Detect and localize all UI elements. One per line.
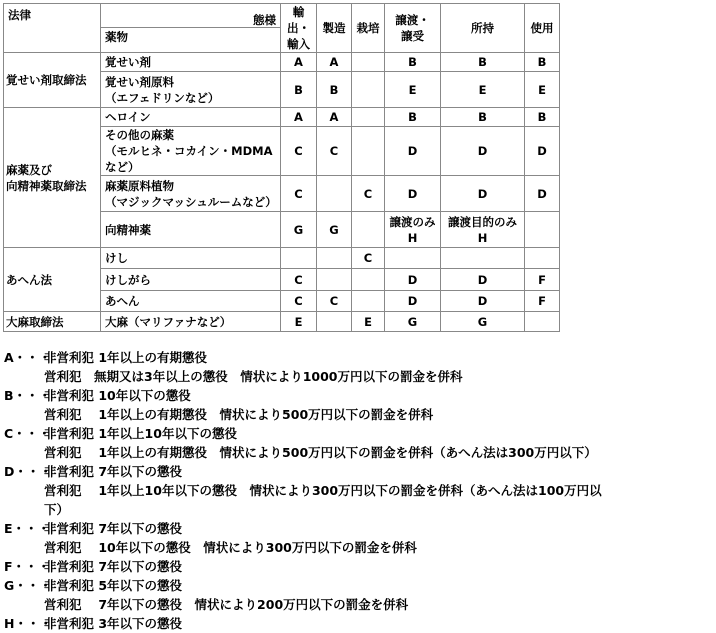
drug-name: その他の麻薬 （モルヒネ・コカイン・MDMAなど） — [101, 127, 281, 176]
penalty-cell: B — [441, 53, 525, 72]
drug-name: 覚せい剤原料 （エフェドリンなど） — [101, 72, 281, 108]
penalty-cell: G — [441, 312, 525, 332]
penalty-legend — [4, 348, 712, 633]
legend-code: E・・・ — [4, 521, 51, 536]
legend-line — [4, 405, 712, 424]
penalty-cell: C — [317, 127, 352, 176]
penalty-cell — [352, 108, 385, 127]
penalty-cell: C — [281, 176, 317, 212]
legend-text: 非営利犯 1年以上の有期懲役 — [44, 350, 208, 365]
legend-text: 非営利犯 5年以下の懲役 — [44, 578, 183, 593]
penalty-cell: D — [385, 269, 441, 291]
legend-line — [4, 443, 712, 462]
penalty-cell: C — [352, 248, 385, 269]
table-row — [4, 312, 560, 332]
penalty-cell: D — [441, 269, 525, 291]
header-law: 法律 — [4, 4, 101, 53]
drug-name: あへん — [101, 291, 281, 312]
legend-line — [4, 424, 712, 443]
penalty-cell — [352, 212, 385, 248]
penalty-cell — [385, 248, 441, 269]
legend-code: B・・・ — [4, 388, 52, 403]
drug-name: けし — [101, 248, 281, 269]
legend-line — [4, 576, 712, 595]
legend-text: 非営利犯 7年以下の懲役 — [44, 521, 183, 536]
legend-text: 非営利犯 3年以下の懲役 — [44, 616, 183, 631]
penalty-cell — [317, 176, 352, 212]
legend-code: H・・・ — [4, 616, 52, 631]
penalty-cell: F — [525, 291, 560, 312]
penalty-cell — [352, 127, 385, 176]
legend-code: G・・・ — [4, 578, 52, 593]
penalty-cell: A — [317, 53, 352, 72]
penalty-cell: C — [317, 291, 352, 312]
legend-text: 非営利犯 10年以下の懲役 — [44, 388, 191, 403]
drug-name: 向精神薬 — [101, 212, 281, 248]
drug-name: 麻薬原料植物 （マジックマッシュルームなど） — [101, 176, 281, 212]
legend-line — [4, 481, 712, 500]
header-col: 輸出・ 輸入 — [281, 4, 317, 53]
legend-line — [4, 519, 712, 538]
penalty-cell — [317, 248, 352, 269]
penalty-cell — [525, 248, 560, 269]
legend-code: F・・・ — [4, 559, 51, 574]
legend-line — [4, 462, 712, 481]
penalty-cell: C — [281, 269, 317, 291]
header-row — [4, 4, 560, 53]
legend-line — [4, 538, 712, 557]
penalty-cell: E — [385, 72, 441, 108]
header-drug: 薬物 — [105, 29, 128, 44]
header-aspect: 態様 — [101, 11, 280, 28]
legend-line — [4, 557, 712, 576]
legend-line — [4, 614, 712, 633]
drug-name: 覚せい剤 — [101, 53, 281, 72]
table-row — [4, 248, 560, 269]
penalty-cell: A — [317, 108, 352, 127]
penalty-cell — [525, 312, 560, 332]
law-name: 大麻取締法 — [4, 312, 101, 332]
penalty-cell: G — [385, 312, 441, 332]
penalty-cell: C — [281, 291, 317, 312]
legend-code: C・・・ — [4, 426, 51, 441]
penalty-cell: B — [525, 108, 560, 127]
legend-line — [4, 500, 712, 519]
legend-text: 営利犯 1年以上の有期懲役 情状により500万円以下の罰金を併科（あへん法は300万円以下） — [44, 445, 597, 460]
penalty-cell: E — [352, 312, 385, 332]
penalty-cell: B — [317, 72, 352, 108]
penalty-cell: D — [385, 291, 441, 312]
penalty-cell: D — [525, 176, 560, 212]
penalty-cell: 譲渡のみ H — [385, 212, 441, 248]
penalty-cell — [352, 72, 385, 108]
header-col: 使用 — [525, 4, 560, 53]
penalty-cell: D — [385, 127, 441, 176]
law-name: 覚せい剤取締法 — [4, 53, 101, 108]
drug-law-table — [3, 3, 560, 332]
penalty-cell: F — [525, 269, 560, 291]
penalty-cell — [352, 53, 385, 72]
legend-text: 営利犯 7年以下の懲役 情状により200万円以下の罰金を併科 — [44, 597, 409, 612]
penalty-cell: B — [281, 72, 317, 108]
drug-name: けしがら — [101, 269, 281, 291]
table-row — [4, 53, 560, 72]
penalty-cell — [317, 269, 352, 291]
legend-line — [4, 386, 712, 405]
penalty-cell: B — [385, 53, 441, 72]
legend-text: 営利犯 無期又は3年以上の懲役 情状により1000万円以下の罰金を併科 — [44, 369, 463, 384]
penalty-cell: D — [441, 127, 525, 176]
penalty-cell: B — [385, 108, 441, 127]
law-name: あへん法 — [4, 248, 101, 312]
penalty-cell — [281, 248, 317, 269]
penalty-cell: G — [317, 212, 352, 248]
penalty-cell: 譲渡目的のみ H — [441, 212, 525, 248]
penalty-cell: E — [441, 72, 525, 108]
drug-name: ヘロイン — [101, 108, 281, 127]
penalty-cell: C — [352, 176, 385, 212]
legend-text: 非営利犯 7年以下の懲役 — [44, 559, 183, 574]
penalty-cell — [352, 291, 385, 312]
legend-line — [4, 348, 712, 367]
legend-text: 下） — [44, 502, 70, 517]
legend-text: 非営利犯 1年以上10年以下の懲役 — [44, 426, 237, 441]
legend-text: 非営利犯 7年以下の懲役 — [44, 464, 183, 479]
penalty-cell — [352, 269, 385, 291]
legend-text: 営利犯 10年以下の懲役 情状により300万円以下の罰金を併科 — [44, 540, 417, 555]
penalty-cell: E — [281, 312, 317, 332]
penalty-cell: B — [441, 108, 525, 127]
table-row — [4, 108, 560, 127]
table-body — [4, 4, 560, 332]
penalty-cell: D — [525, 127, 560, 176]
law-name: 麻薬及び 向精神薬取締法 — [4, 108, 101, 248]
penalty-cell: A — [281, 53, 317, 72]
legend-code: D・・・ — [4, 464, 52, 479]
penalty-cell: G — [281, 212, 317, 248]
penalty-cell — [317, 312, 352, 332]
penalty-cell: A — [281, 108, 317, 127]
header-col: 譲渡・ 譲受 — [385, 4, 441, 53]
header-col: 栽培 — [352, 4, 385, 53]
header-aspect-drug — [101, 4, 281, 53]
penalty-cell: E — [525, 72, 560, 108]
drug-name: 大麻（マリファナなど） — [101, 312, 281, 332]
header-col: 所持 — [441, 4, 525, 53]
penalty-cell: D — [385, 176, 441, 212]
penalty-cell: B — [525, 53, 560, 72]
legend-code: A・・・ — [4, 350, 52, 365]
legend-line — [4, 595, 712, 614]
penalty-cell: D — [441, 291, 525, 312]
penalty-cell: D — [441, 176, 525, 212]
penalty-cell — [441, 248, 525, 269]
header-col: 製造 — [317, 4, 352, 53]
legend-text: 営利犯 1年以上の有期懲役 情状により500万円以下の罰金を併科 — [44, 407, 434, 422]
legend-text: 営利犯 1年以上10年以下の懲役 情状により300万円以下の罰金を併科（あへん法は100万円以 — [44, 483, 602, 498]
penalty-cell — [525, 212, 560, 248]
legend-line — [4, 367, 712, 386]
penalty-cell: C — [281, 127, 317, 176]
